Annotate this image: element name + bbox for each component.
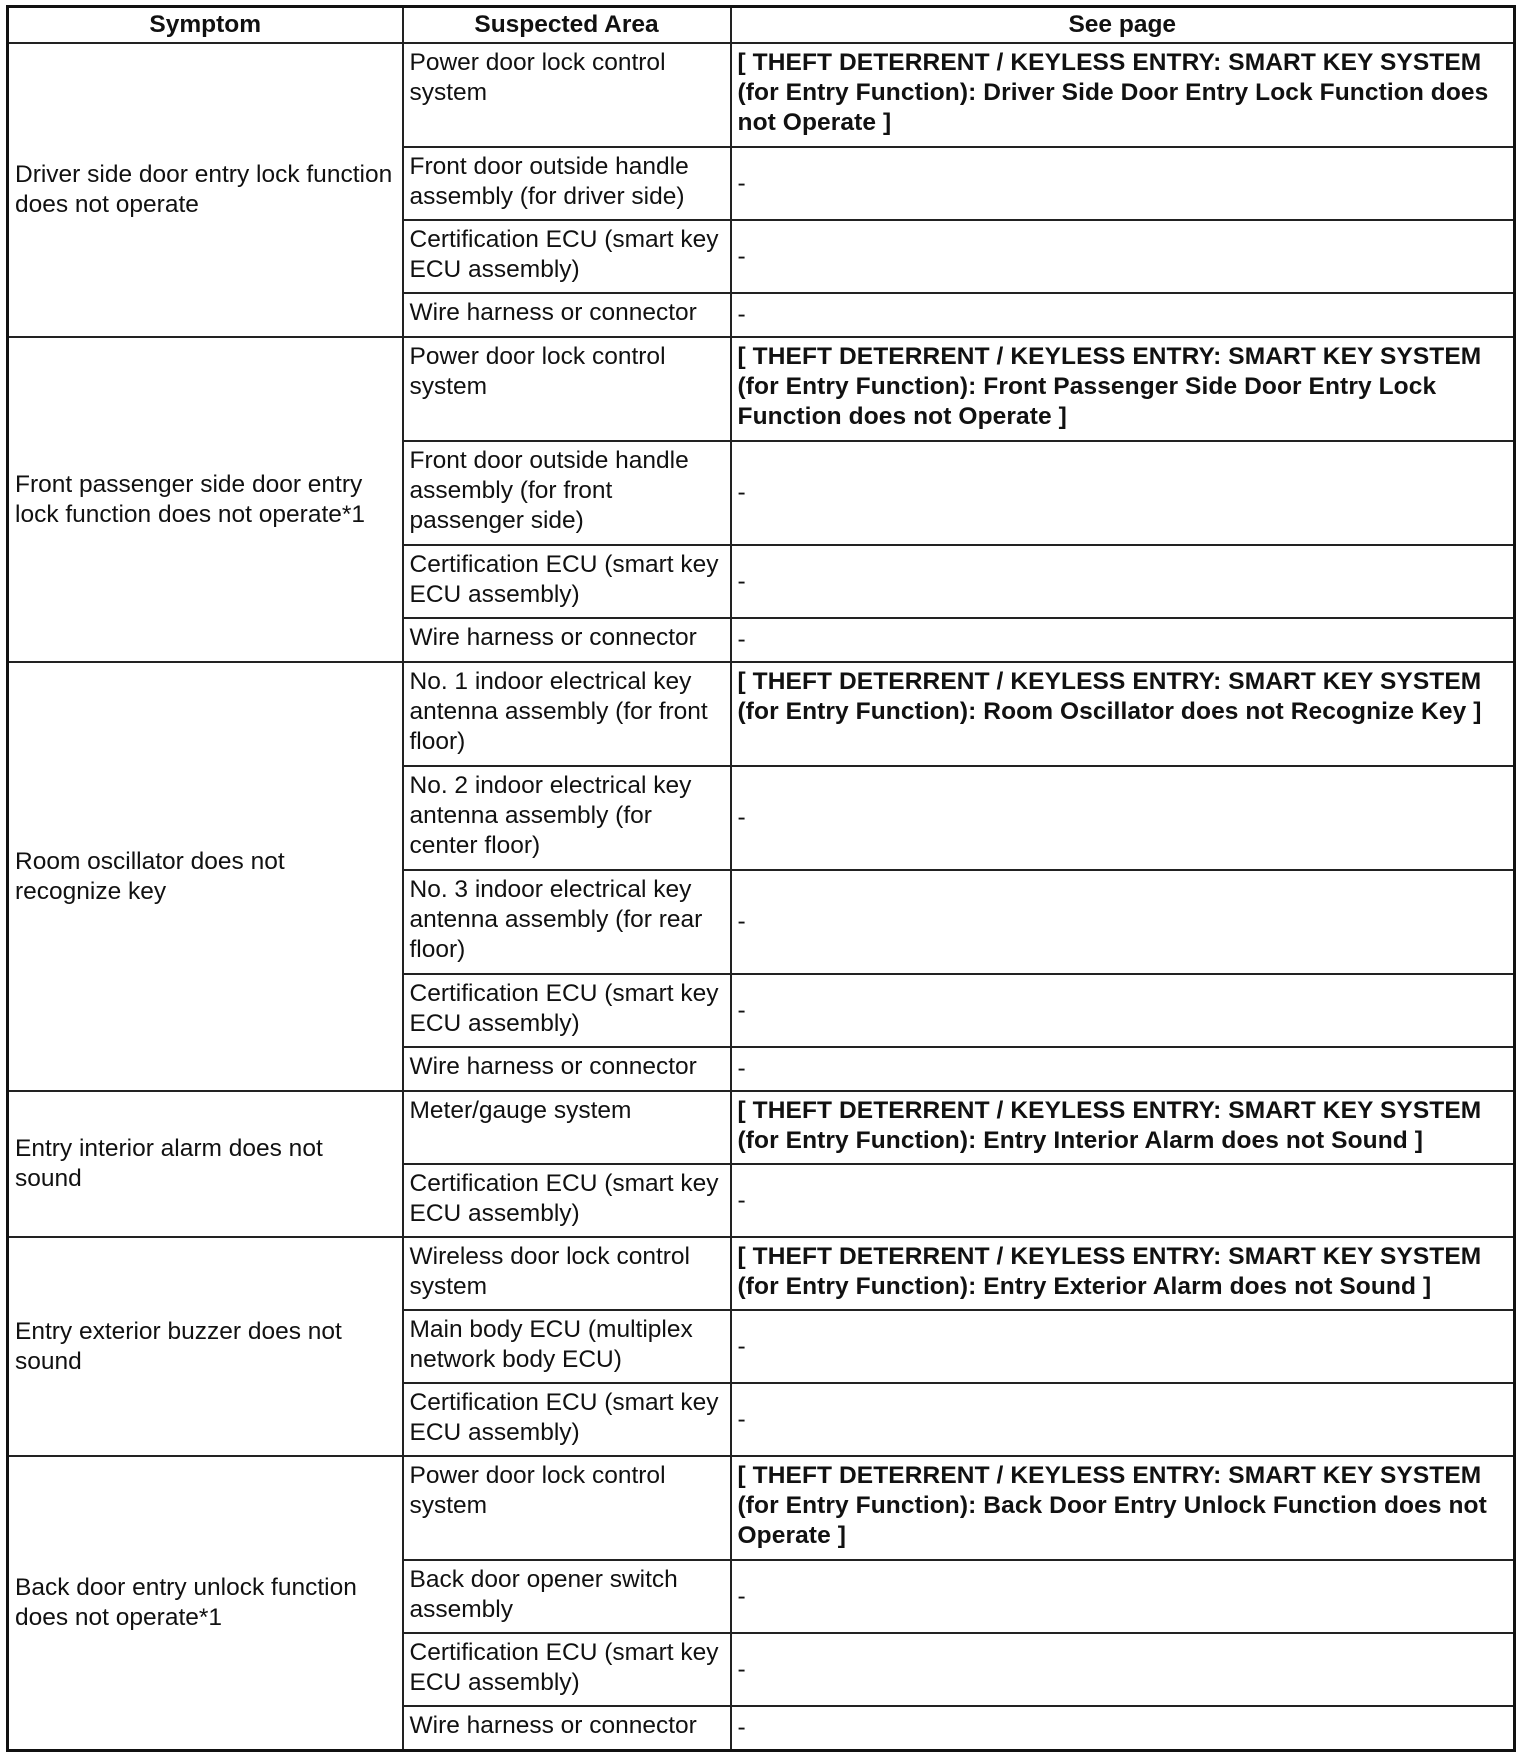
suspected-area-cell: No. 1 indoor electrical key antenna assembly (for front floor) bbox=[403, 662, 731, 766]
suspected-area-cell: Certification ECU (smart key ECU assembly) bbox=[403, 1633, 731, 1706]
suspected-area-cell: Wireless door lock control system bbox=[403, 1237, 731, 1310]
suspected-area-cell: Certification ECU (smart key ECU assembly) bbox=[403, 974, 731, 1047]
suspected-area-cell: Certification ECU (smart key ECU assembly) bbox=[403, 545, 731, 618]
suspected-area-cell: Power door lock control system bbox=[403, 43, 731, 147]
suspected-area-cell: No. 2 indoor electrical key antenna assembly (for center floor) bbox=[403, 766, 731, 870]
symptom-cell: Back door entry unlock function does not operate*1 bbox=[8, 1456, 403, 1750]
table-row bbox=[8, 662, 1515, 766]
table-body bbox=[8, 43, 1515, 1750]
suspected-area-cell: Main body ECU (multiplex network body ECU) bbox=[403, 1310, 731, 1383]
table-row bbox=[8, 1237, 1515, 1310]
see-page-cell-empty: - bbox=[731, 1706, 1515, 1750]
see-page-reference-link[interactable]: [ THEFT DETERRENT / KEYLESS ENTRY: SMART KEY SYSTEM (for Entry Function): Entry Interior Alarm does not Sound ] bbox=[731, 1091, 1515, 1164]
suspected-area-cell: Power door lock control system bbox=[403, 337, 731, 441]
suspected-area-cell: Wire harness or connector bbox=[403, 618, 731, 662]
header-see-page: See page bbox=[731, 7, 1515, 44]
see-page-cell-empty: - bbox=[731, 1310, 1515, 1383]
symptom-cell: Room oscillator does not recognize key bbox=[8, 662, 403, 1091]
see-page-cell-empty: - bbox=[731, 545, 1515, 618]
see-page-cell-empty: - bbox=[731, 1633, 1515, 1706]
suspected-area-cell: Front door outside handle assembly (for front passenger side) bbox=[403, 441, 731, 545]
see-page-cell-empty: - bbox=[731, 974, 1515, 1047]
header-symptom: Symptom bbox=[8, 7, 403, 44]
suspected-area-cell: Power door lock control system bbox=[403, 1456, 731, 1560]
see-page-cell-empty: - bbox=[731, 147, 1515, 220]
see-page-reference-link[interactable]: [ THEFT DETERRENT / KEYLESS ENTRY: SMART KEY SYSTEM (for Entry Function): Entry Exterior Alarm does not Sound ] bbox=[731, 1237, 1515, 1310]
suspected-area-cell: Certification ECU (smart key ECU assembly) bbox=[403, 1383, 731, 1456]
suspected-area-cell: Certification ECU (smart key ECU assembly) bbox=[403, 1164, 731, 1237]
suspected-area-cell: Front door outside handle assembly (for driver side) bbox=[403, 147, 731, 220]
see-page-cell-empty: - bbox=[731, 1164, 1515, 1237]
see-page-cell-empty: - bbox=[731, 220, 1515, 293]
suspected-area-cell: Back door opener switch assembly bbox=[403, 1560, 731, 1633]
suspected-area-cell: No. 3 indoor electrical key antenna assembly (for rear floor) bbox=[403, 870, 731, 974]
table-row bbox=[8, 1091, 1515, 1164]
see-page-cell-empty: - bbox=[731, 441, 1515, 545]
table-row bbox=[8, 1456, 1515, 1560]
see-page-reference-link[interactable]: [ THEFT DETERRENT / KEYLESS ENTRY: SMART KEY SYSTEM (for Entry Function): Driver Side Door Entry Lock Function does not Operate ] bbox=[731, 43, 1515, 147]
symptom-cell: Entry interior alarm does not sound bbox=[8, 1091, 403, 1237]
see-page-cell-empty: - bbox=[731, 293, 1515, 337]
see-page-cell-empty: - bbox=[731, 1383, 1515, 1456]
see-page-cell-empty: - bbox=[731, 618, 1515, 662]
table-row bbox=[8, 43, 1515, 147]
symptom-cell: Entry exterior buzzer does not sound bbox=[8, 1237, 403, 1456]
header-suspected-area: Suspected Area bbox=[403, 7, 731, 44]
symptom-cell: Front passenger side door entry lock function does not operate*1 bbox=[8, 337, 403, 662]
see-page-cell-empty: - bbox=[731, 1560, 1515, 1633]
suspected-area-cell: Wire harness or connector bbox=[403, 293, 731, 337]
suspected-area-cell: Wire harness or connector bbox=[403, 1706, 731, 1750]
suspected-area-cell: Certification ECU (smart key ECU assembly) bbox=[403, 220, 731, 293]
see-page-reference-link[interactable]: [ THEFT DETERRENT / KEYLESS ENTRY: SMART KEY SYSTEM (for Entry Function): Back Door Entry Unlock Function does not Operate ] bbox=[731, 1456, 1515, 1560]
see-page-cell-empty: - bbox=[731, 766, 1515, 870]
table-row bbox=[8, 337, 1515, 441]
suspected-area-cell: Wire harness or connector bbox=[403, 1047, 731, 1091]
suspected-area-cell: Meter/gauge system bbox=[403, 1091, 731, 1164]
see-page-reference-link[interactable]: [ THEFT DETERRENT / KEYLESS ENTRY: SMART KEY SYSTEM (for Entry Function): Front Passenger Side Door Entry Lock Function does not Operate ] bbox=[731, 337, 1515, 441]
see-page-cell-empty: - bbox=[731, 870, 1515, 974]
see-page-reference-link[interactable]: [ THEFT DETERRENT / KEYLESS ENTRY: SMART KEY SYSTEM (for Entry Function): Room Oscillator does not Recognize Key ] bbox=[731, 662, 1515, 766]
symptom-cell: Driver side door entry lock function does not operate bbox=[8, 43, 403, 337]
see-page-cell-empty: - bbox=[731, 1047, 1515, 1091]
troubleshooting-table bbox=[6, 5, 1516, 1752]
header-row bbox=[8, 7, 1515, 44]
